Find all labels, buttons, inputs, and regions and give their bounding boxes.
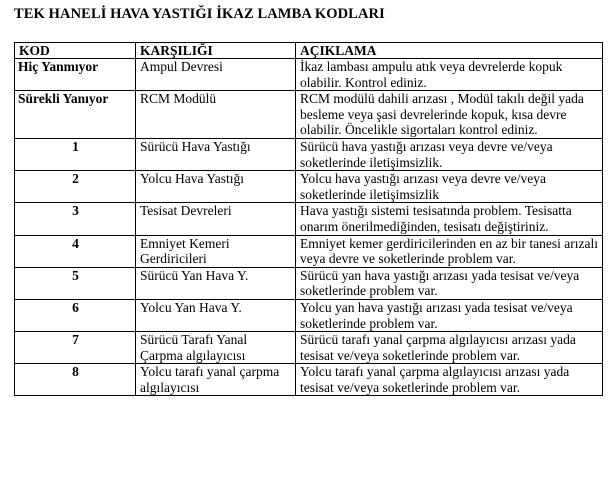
row-meaning: Sürücü Tarafı Yanal Çarpma algılayıcısı xyxy=(136,332,296,364)
row-description: İkaz lambası ampulu atık veya devrelerde kopuk olabilir. Kontrol ediniz. xyxy=(296,59,603,91)
row-code: Hiç Yanmıyor xyxy=(15,59,136,91)
row-description: Sürücü yan hava yastığı arızası yada tesisat ve/veya soketlerinde problem var. xyxy=(296,267,603,299)
row-meaning: Emniyet Kemeri Gerdiricileri xyxy=(136,235,296,267)
row-description: Yolcu yan hava yastığı arızası yada tesisat ve/veya soketlerinde problem var. xyxy=(296,299,603,331)
row-meaning: Yolcu Yan Hava Y. xyxy=(136,299,296,331)
page-title: TEK HANELİ HAVA YASTIĞI İKAZ LAMBA KODLARI xyxy=(14,6,385,22)
table-row xyxy=(15,59,603,91)
row-code: 6 xyxy=(15,299,136,331)
warning-code-table xyxy=(14,42,603,396)
row-description: Yolcu tarafı yanal çarpma algılayıcısı arızası yada tesisat ve/veya soketlerinde problem var. xyxy=(296,364,603,396)
row-code: 3 xyxy=(15,203,136,235)
row-code: 5 xyxy=(15,267,136,299)
row-description: Sürücü tarafı yanal çarpma algılayıcısı arızası yada tesisat ve/veya soketlerinde problem var. xyxy=(296,332,603,364)
table-row xyxy=(15,299,603,331)
row-code: 8 xyxy=(15,364,136,396)
row-meaning: Tesisat Devreleri xyxy=(136,203,296,235)
table-row xyxy=(15,267,603,299)
row-code: 7 xyxy=(15,332,136,364)
table-row xyxy=(15,138,603,170)
table-row xyxy=(15,203,603,235)
table-row xyxy=(15,235,603,267)
table-header-row xyxy=(15,43,603,59)
row-meaning: Sürücü Yan Hava Y. xyxy=(136,267,296,299)
row-description: RCM modülü dahili arızası , Modül takılı değil yada besleme veya şasi devrelerinde kopuk, kısa devre olabilir. Öncelikle sigortaları kontrol ediniz. xyxy=(296,91,603,139)
row-description: Yolcu hava yastığı arızası veya devre ve/veya soketlerinde iletişimsizlik xyxy=(296,171,603,203)
row-code: 1 xyxy=(15,138,136,170)
row-code: Sürekli Yanıyor xyxy=(15,91,136,139)
table-row xyxy=(15,171,603,203)
table-row xyxy=(15,332,603,364)
header-code: KOD xyxy=(15,43,136,59)
header-meaning: KARŞILIĞI xyxy=(136,43,296,59)
header-description: AÇIKLAMA xyxy=(296,43,603,59)
row-meaning: Yolcu Hava Yastığı xyxy=(136,171,296,203)
table-row xyxy=(15,364,603,396)
row-meaning: RCM Modülü xyxy=(136,91,296,139)
row-code: 4 xyxy=(15,235,136,267)
row-description: Hava yastığı sistemi tesisatında problem. Tesisatta onarım önerilmediğinden, tesisatı değiştiriniz. xyxy=(296,203,603,235)
row-description: Emniyet kemer gerdiricilerinden en az bir tanesi arızalı veya devre ve soketlerinde problem var. xyxy=(296,235,603,267)
row-meaning: Ampul Devresi xyxy=(136,59,296,91)
row-meaning: Sürücü Hava Yastığı xyxy=(136,138,296,170)
row-meaning: Yolcu tarafı yanal çarpma algılayıcısı xyxy=(136,364,296,396)
row-description: Sürücü hava yastığı arızası veya devre ve/veya soketlerinde iletişimsizlik. xyxy=(296,138,603,170)
table-row xyxy=(15,91,603,139)
row-code: 2 xyxy=(15,171,136,203)
